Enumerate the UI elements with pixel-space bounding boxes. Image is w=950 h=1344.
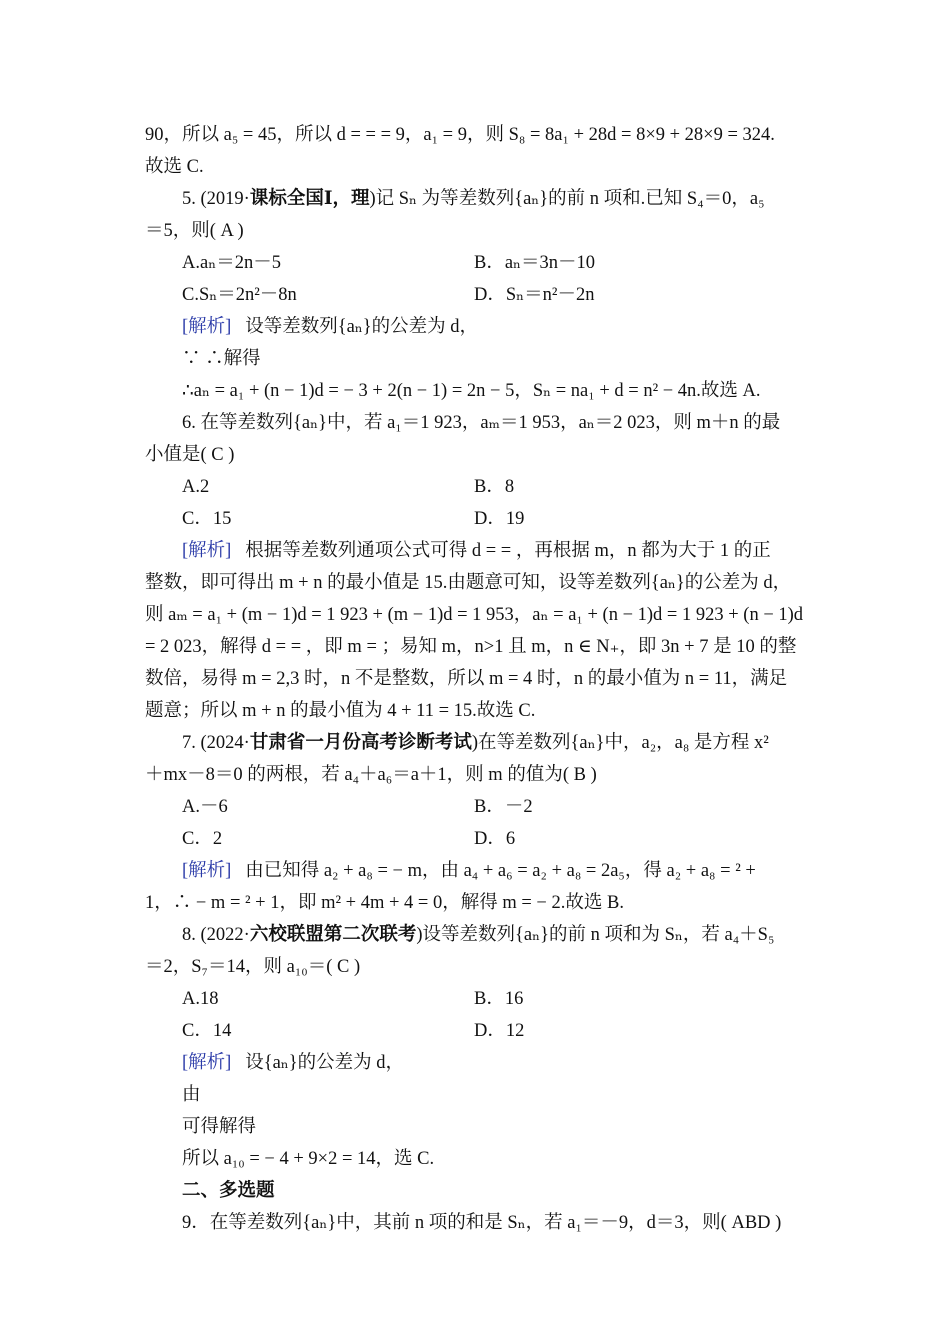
analysis-line: 1，∴ − m = ² + 1，即 m² + 4m + 4 = 0，解得 m = − 2.故选 B. (145, 893, 624, 913)
option-d: D．19 (474, 509, 525, 529)
question-5-stem: 5. (2019·课标全国Ⅰ，理)记 Sₙ 为等差数列{aₙ}的前 n 项和.已知 S₄＝0，a₅ (182, 189, 765, 209)
analysis-line: [解析] 设{aₙ}的公差为 d， (182, 1053, 405, 1073)
option-c: C．15 (182, 509, 232, 529)
option-b: B．16 (474, 989, 524, 1009)
analysis-line: 数倍，易得 m = 2,3 时，n 不是整数，所以 m = 4 时，n 的最小值为 n = 11，满足 (145, 669, 788, 689)
question-6-stem: 6. 在等差数列{aₙ}中，若 a₁＝1 923，aₘ＝1 953，aₙ＝2 023，则 m＋n 的最 (182, 413, 781, 433)
question-6-stem-cont: 小值是( C ) (145, 445, 235, 465)
question-8-stem-cont: ＝2，S₇＝14，则 a₁₀＝( C ) (145, 957, 361, 977)
solution-line: 90，所以 a₅ = 45，所以 d = = = 9，a₁ = 9，则 S₈ = 8a₁ + 28d = 8×9 + 28×9 = 324. (145, 125, 775, 145)
option-a: A.aₙ＝2n－5 (182, 253, 281, 273)
analysis-line: ∴aₙ = a₁ + (n − 1)d = − 3 + 2(n − 1) = 2n − 5，Sₙ = na₁ + d = n² − 4n.故选 A. (182, 381, 761, 401)
option-d: D．12 (474, 1021, 525, 1041)
analysis-line: 则 aₘ = a₁ + (m − 1)d = 1 923 + (m − 1)d = 1 953，aₙ = a₁ + (n − 1)d = 1 923 + (n − 1)d (145, 605, 804, 625)
question-7-stem-cont: ＋mx－8＝0 的两根，若 a₄＋a₆＝a＋1，则 m 的值为( B ) (145, 765, 597, 785)
solution-line: 故选 C. (145, 157, 204, 177)
option-c: C．14 (182, 1021, 232, 1041)
analysis-label: [解析] (182, 317, 232, 337)
section-heading: 二、多选题 (182, 1181, 275, 1201)
question-9-stem: 9．在等差数列{aₙ}中，其前 n 项的和是 Sₙ，若 a₁＝－9，d＝3，则( ABD ) (182, 1213, 782, 1233)
analysis-line: 所以 a₁₀ = − 4 + 9×2 = 14，选 C. (182, 1149, 435, 1169)
source-label: 六校联盟第二次联考 (249, 925, 417, 945)
analysis-line: = 2 023，解得 d = = ，即 m = ；易知 m，n>1 且 m，n ∈ N₊，即 3n + 7 是 10 的整 (145, 637, 797, 657)
analysis-label: [解析] (182, 861, 232, 881)
analysis-label: [解析] (182, 1053, 232, 1073)
option-b: B．－2 (474, 797, 533, 817)
analysis-line: ∵ ∴解得 (182, 349, 261, 369)
analysis-line: 题意；所以 m + n 的最小值为 4 + 11 = 15.故选 C. (145, 701, 536, 721)
option-c: C.Sₙ＝2n²－8n (182, 285, 297, 305)
question-5-stem-cont: ＝5，则( A ) (145, 221, 244, 241)
analysis-line: [解析] 由已知得 a₂ + a₈ = − m，由 a₄ + a₆ = a₂ + a₈ = 2a₅，得 a₂ + a₈ = ² + (182, 861, 756, 881)
analysis-line: 由 (182, 1085, 201, 1105)
option-b: B．8 (474, 477, 515, 497)
option-d: D．6 (474, 829, 516, 849)
option-d: D．Sₙ＝n²－2n (474, 285, 595, 305)
question-8-stem: 8. (2022·六校联盟第二次联考)设等差数列{aₙ}的前 n 项和为 Sₙ，若 a₄＋S₅ (182, 925, 775, 945)
option-a: A.2 (182, 477, 210, 497)
option-a: A.－6 (182, 797, 228, 817)
option-c: C．2 (182, 829, 223, 849)
option-b: B．aₙ＝3n－10 (474, 253, 596, 273)
source-label: 甘肃省一月份高考诊断考试 (249, 733, 472, 753)
analysis-line: 整数，即可得出 m + n 的最小值是 15.由题意可知，设等差数列{aₙ}的公差为 d， (145, 573, 792, 593)
analysis-line: [解析] 根据等差数列通项公式可得 d = = ，再根据 m，n 都为大于 1 的正 (182, 541, 771, 561)
analysis-line: [解析] 设等差数列{aₙ}的公差为 d， (182, 317, 479, 337)
option-a: A.18 (182, 989, 219, 1009)
analysis-line: 可得解得 (182, 1117, 257, 1137)
question-7-stem: 7. (2024·甘肃省一月份高考诊断考试)在等差数列{aₙ}中，a₂，a₈ 是方程 x² (182, 733, 769, 753)
analysis-label: [解析] (182, 541, 232, 561)
source-label: 课标全国Ⅰ，理 (249, 189, 370, 209)
